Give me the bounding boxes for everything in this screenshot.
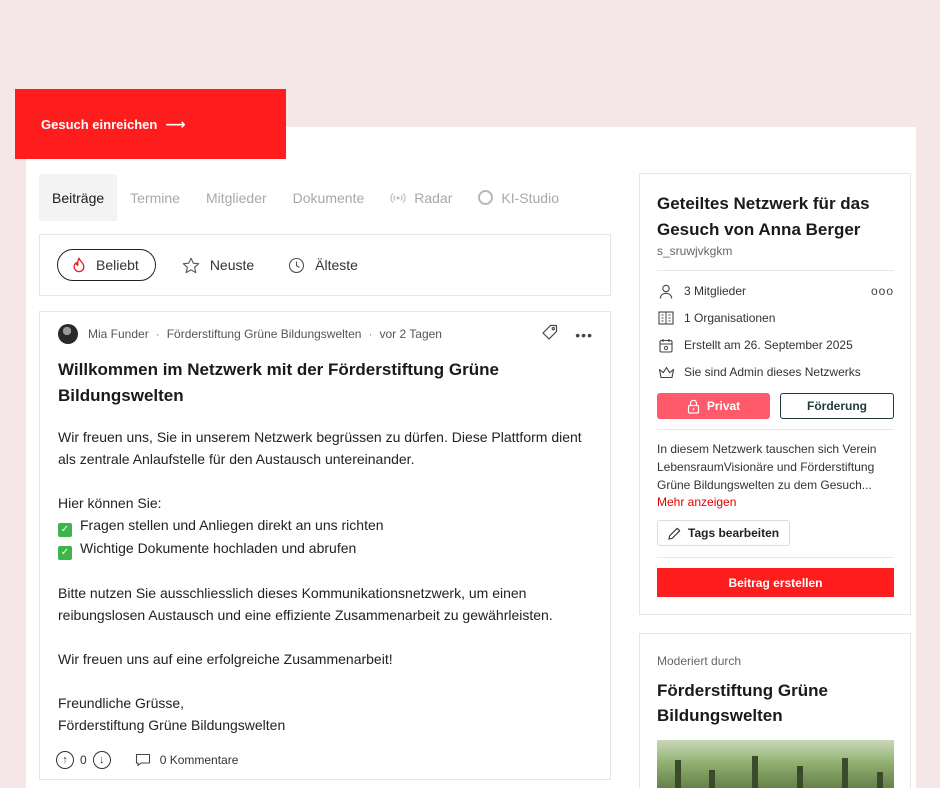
crown-icon (657, 366, 675, 379)
pencil-icon (668, 527, 681, 540)
admin-status: Sie sind Admin dieses Netzwerks (684, 365, 861, 379)
check-icon: ✓ (58, 546, 72, 560)
tab-label: KI-Studio (501, 189, 559, 206)
tag-icon[interactable] (541, 323, 559, 346)
moderator-card (639, 633, 911, 788)
created-row (657, 336, 894, 354)
tab-events[interactable] (117, 174, 193, 221)
moderator-image (657, 740, 894, 788)
more-options-icon[interactable]: ••• (575, 326, 593, 343)
network-description: In diesem Netzwerk tauschen sich Verein LebensraumVisionäre und Förderstiftung Grüne Bildungswelten zu dem Gesuch... (657, 442, 877, 492)
star-icon (182, 257, 200, 274)
tab-posts[interactable] (39, 174, 117, 221)
sort-bar (39, 234, 611, 296)
tab-ai-studio[interactable] (465, 174, 572, 221)
create-post-button[interactable] (657, 568, 894, 597)
post-time: vor 2 Tagen (379, 327, 442, 341)
list-item (58, 537, 598, 560)
list-item (58, 514, 598, 537)
network-title: Geteiltes Netzwerk für das Gesuch von Anna Berger (657, 194, 870, 239)
radar-icon (390, 192, 406, 204)
moderator-name[interactable]: Förderstiftung Grüne Bildungswelten (657, 681, 828, 725)
separator-dot: · (155, 327, 160, 341)
members-count: 3 Mitglieder (684, 284, 747, 298)
more-options-icon[interactable]: ooo (870, 284, 894, 298)
network-tabs (39, 173, 572, 221)
post-title: Willkommen im Netzwerk mit der Förderstiftung Grüne Bildungswelten (58, 360, 499, 405)
post-meta (58, 324, 442, 344)
sort-oldest-button[interactable] (288, 257, 358, 274)
post-paragraph: Freundliche Grüsse, (58, 695, 185, 711)
private-label: Privat (706, 399, 741, 413)
sort-popular-button[interactable] (57, 249, 156, 281)
tab-label: Mitglieder (205, 189, 267, 206)
submit-request-button[interactable] (15, 89, 286, 159)
sort-label: Neuste (209, 257, 255, 273)
post-actions (541, 323, 593, 346)
separator-dot: · (368, 327, 373, 341)
post-paragraph: Bitte nutzen Sie ausschliesslich dieses Kommunikationsnetzwerk, um einen reibungslosen Austausch und eine effiziente Zusammenarbeit zu gewährleisten. (58, 585, 553, 623)
network-handle: s_sruwjvkgkm (657, 244, 733, 258)
post-footer (56, 751, 238, 769)
list-item-text: Fragen stellen und Anliegen direkt an uns richten (80, 517, 384, 533)
funding-button[interactable] (780, 393, 894, 419)
lock-icon (687, 399, 700, 414)
moderator-label: Moderiert durch (657, 654, 742, 668)
calendar-icon (657, 338, 675, 353)
private-button[interactable] (657, 393, 770, 419)
tab-label: Radar (414, 189, 453, 206)
comment-icon (135, 753, 151, 767)
arrow-right-icon: ⟶ (165, 115, 186, 132)
building-icon (657, 311, 675, 325)
organizations-row (657, 309, 894, 327)
post-paragraph: Hier können Sie: (58, 495, 162, 511)
tab-members[interactable] (193, 174, 280, 221)
post-organization[interactable]: Förderstiftung Grüne Bildungswelten (166, 327, 362, 341)
organizations-count: 1 Organisationen (684, 311, 776, 325)
divider (657, 429, 894, 430)
edit-tags-label: Tags bearbeiten (688, 526, 780, 540)
divider (657, 557, 894, 558)
tab-label: Beiträge (52, 189, 105, 206)
create-post-label: Beitrag erstellen (728, 575, 823, 590)
created-date: Erstellt am 26. September 2025 (684, 338, 853, 352)
network-info-card (639, 173, 911, 615)
avatar[interactable] (58, 324, 78, 344)
user-icon (657, 284, 675, 299)
upvote-icon[interactable]: ↑ (56, 751, 74, 769)
post-card (39, 311, 611, 780)
admin-row (657, 363, 894, 381)
submit-request-label: Gesuch einreichen (41, 116, 158, 132)
post-paragraph: Wir freuen uns auf eine erfolgreiche Zusammenarbeit! (58, 651, 393, 667)
post-body (58, 426, 598, 736)
funding-label: Förderung (807, 399, 867, 413)
status-buttons (657, 393, 894, 419)
sort-label: Älteste (315, 257, 358, 273)
edit-tags-button[interactable] (657, 520, 790, 546)
post-author[interactable]: Mia Funder (88, 327, 149, 341)
tab-radar[interactable] (377, 174, 465, 221)
show-more-link[interactable]: Mehr anzeigen (657, 495, 737, 509)
clock-icon (288, 257, 305, 274)
sort-newest-button[interactable] (182, 257, 254, 274)
post-paragraph: Wir freuen uns, Sie in unserem Netzwerk begrüssen zu dürfen. Diese Plattform dient als zentrale Anlaufstelle für den Austausch untereinander. (58, 429, 582, 467)
comments-button[interactable] (135, 753, 239, 767)
post-paragraph: Förderstiftung Grüne Bildungswelten (58, 717, 286, 733)
sort-label: Beliebt (96, 257, 139, 273)
list-item-text: Wichtige Dokumente hochladen und abrufen (80, 540, 357, 556)
check-icon: ✓ (58, 523, 72, 537)
comments-label: 0 Kommentare (159, 753, 239, 767)
tab-label: Termine (130, 189, 180, 206)
divider (657, 270, 894, 271)
flame-icon (72, 257, 86, 273)
downvote-icon[interactable]: ↓ (93, 751, 111, 769)
vote-count: 0 (80, 753, 87, 767)
members-row[interactable] (657, 282, 894, 300)
tab-documents[interactable] (280, 174, 378, 221)
ring-icon (478, 190, 493, 205)
tab-label: Dokumente (292, 189, 365, 206)
